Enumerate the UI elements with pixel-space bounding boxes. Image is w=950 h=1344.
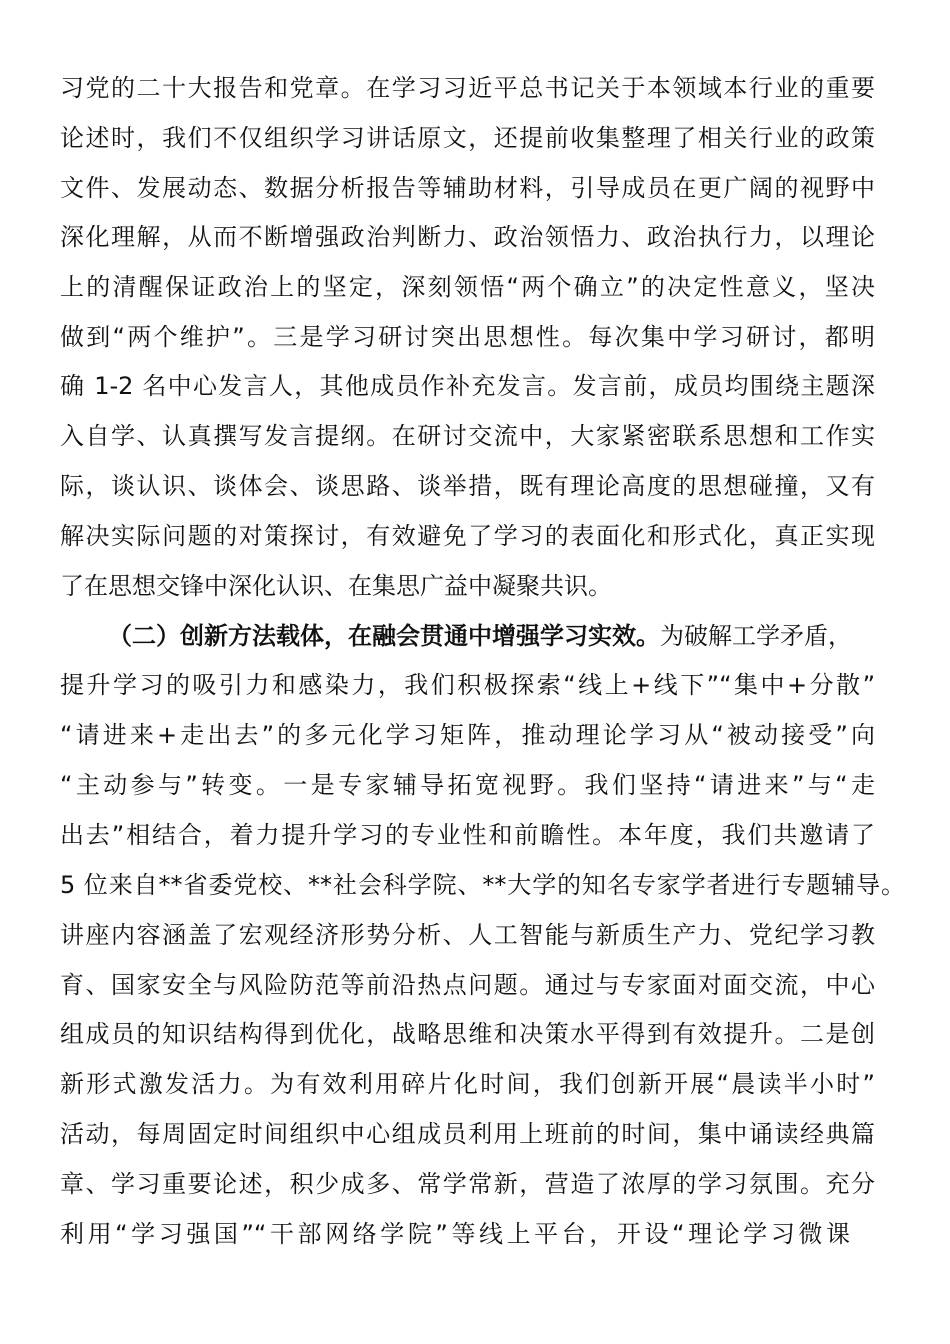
heading-continuation: 为破解工学矛盾，	[660, 622, 852, 650]
paragraph-line: 论述时，我们不仅组织学习讲话原文，还提前收集整理了相关行业的政策	[60, 124, 875, 152]
paragraph-line: 入自学、认真撰写发言提纲。在研讨交流中，大家紧密联系思想和工作实	[60, 422, 875, 450]
paragraph-line: 出去”相结合，着力提升学习的专业性和前瞻性。本年度，我们共邀请了	[60, 821, 875, 849]
paragraph-line: 习党的二十大报告和党章。在学习习近平总书记关于本领域本行业的重要	[60, 74, 875, 102]
paragraph-line: 确 1-2 名中心发言人，其他成员作补充发言。发言前，成员均围绕主题深	[60, 372, 875, 400]
section-heading: （二）创新方法载体，在融会贯通中增强学习实效。	[108, 622, 660, 650]
paragraph-line: 际，谈认识、谈体会、谈思路、谈举措，既有理论高度的思想碰撞，又有	[60, 472, 875, 500]
section-heading-line	[108, 621, 908, 651]
paragraph-line: “主动参与”转变。一是专家辅导拓宽视野。我们坚持“请进来”与“走	[60, 771, 875, 799]
paragraph-line: 章、学习重要论述，积少成多、常学常新，营造了浓厚的学习氛围。充分	[60, 1170, 875, 1198]
paragraph-line: “请进来+走出去”的多元化学习矩阵，推动理论学习从“被动接受”向	[60, 721, 875, 749]
paragraph-line: 利用“学习强国”“干部网络学院”等线上平台，开设“理论学习微课	[60, 1220, 850, 1248]
paragraph-line: 新形式激发活力。为有效利用碎片化时间，我们创新开展“晨读半小时”	[60, 1070, 875, 1098]
paragraph-line: 组成员的知识结构得到优化，战略思维和决策水平得到有效提升。二是创	[60, 1020, 875, 1048]
paragraph-line: 育、国家安全与风险防范等前沿热点问题。通过与专家面对面交流，中心	[60, 971, 875, 999]
paragraph-line: 活动，每周固定时间组织中心组成员利用上班前的时间，集中诵读经典篇	[60, 1120, 875, 1148]
paragraph-line: 5 位来自**省委党校、**社会科学院、**大学的知名专家学者进行专题辅导。	[60, 871, 905, 899]
paragraph-line: 文件、发展动态、数据分析报告等辅助材料，引导成员在更广阔的视野中	[60, 174, 875, 202]
paragraph-line: 做到“两个维护”。三是学习研讨突出思想性。每次集中学习研讨，都明	[60, 323, 875, 351]
paragraph-line: 提升学习的吸引力和感染力，我们积极探索“线上+线下”“集中+分散”	[60, 671, 875, 699]
paragraph-line: 深化理解，从而不断增强政治判断力、政治领悟力、政治执行力，以理论	[60, 223, 875, 251]
paragraph-line: 了在思想交锋中深化认识、在集思广益中凝聚共识。	[60, 572, 612, 600]
paragraph-line: 讲座内容涵盖了宏观经济形势分析、人工智能与新质生产力、党纪学习教	[60, 921, 875, 949]
paragraph-line: 解决实际问题的对策探讨，有效避免了学习的表面化和形式化，真正实现	[60, 522, 875, 550]
paragraph-line: 上的清醒保证政治上的坚定，深刻领悟“两个确立”的决定性意义，坚决	[60, 273, 875, 301]
